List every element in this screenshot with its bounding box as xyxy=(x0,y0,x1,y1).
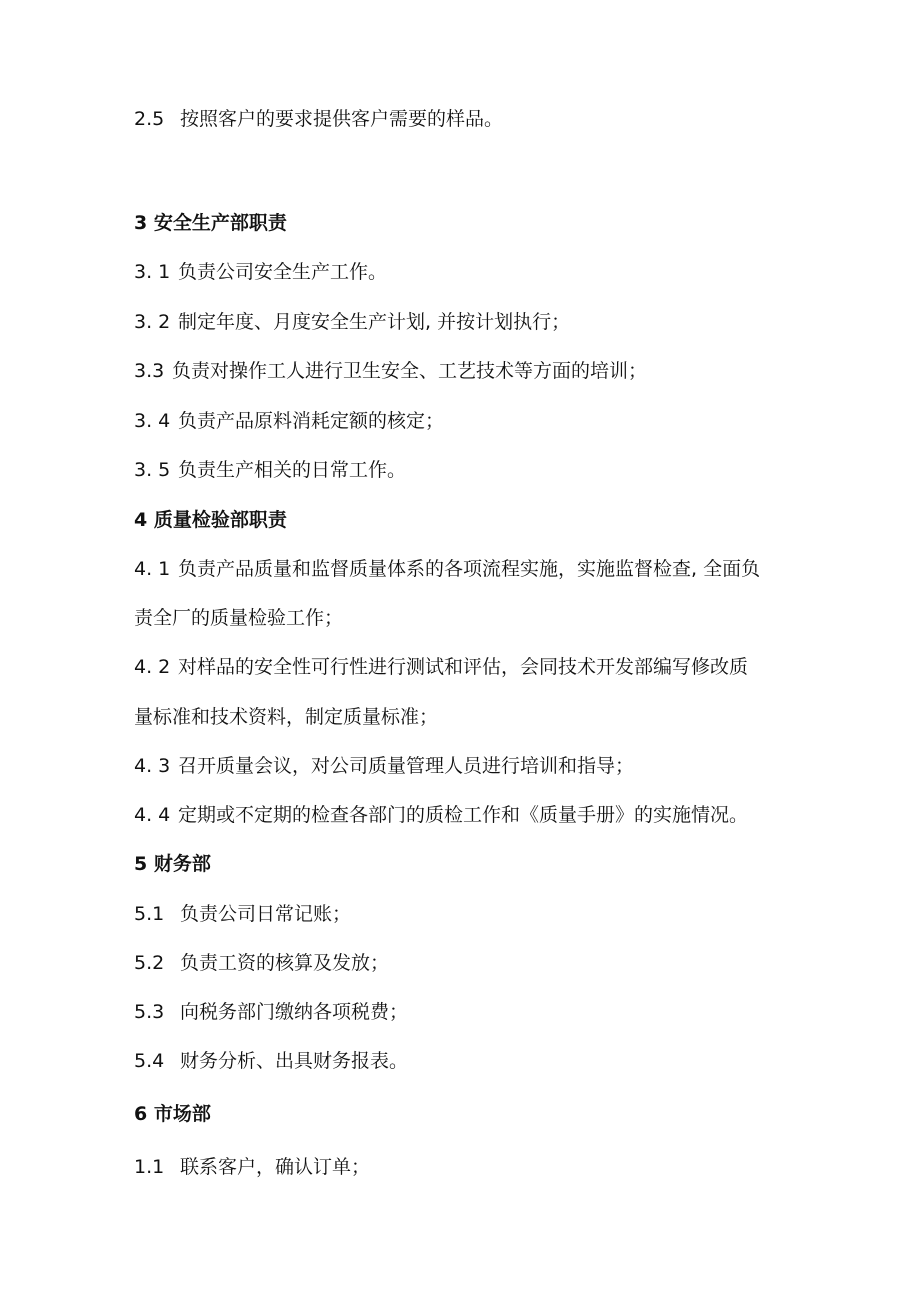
section-heading-6: 6 市场部 xyxy=(134,1103,211,1125)
item-4-3 xyxy=(134,754,634,778)
item-number: 3.3 xyxy=(134,360,165,382)
item-number: 4. 2 xyxy=(134,656,171,678)
item-number: 3. 5 xyxy=(134,459,171,481)
item-5-3 xyxy=(134,1000,408,1024)
item-3-4 xyxy=(134,409,444,433)
item-4-1 xyxy=(134,557,760,581)
item-number: 4. 3 xyxy=(134,755,171,777)
item-number: 5.4 xyxy=(134,1050,165,1072)
item-3-2 xyxy=(134,310,570,334)
item-4-1-continued: 责全厂的质量检验工作； xyxy=(134,607,344,629)
item-text: 对样品的安全性可行性进行测试和评估，会同技术开发部编写修改质 xyxy=(178,656,749,678)
item-text: 财务分析、出具财务报表。 xyxy=(180,1050,409,1072)
item-text: 负责产品质量和监督质量体系的各项流程实施，实施监督检查, 全面负 xyxy=(178,558,761,580)
item-text: 负责对操作工人进行卫生安全、工艺技术等方面的培训； xyxy=(172,360,648,382)
item-text: 向税务部门缴纳各项税费； xyxy=(180,1001,409,1023)
item-text: 召开质量会议，对公司质量管理人员进行培训和指导； xyxy=(178,755,635,777)
item-number: 3. 1 xyxy=(134,261,171,283)
item-text: 负责公司日常记账； xyxy=(180,903,352,925)
item-3-5 xyxy=(134,458,406,482)
item-number: 3. 2 xyxy=(134,311,171,333)
item-5-1 xyxy=(134,902,351,926)
item-text: 制定年度、月度安全生产计划, 并按计划执行； xyxy=(178,311,571,333)
item-number: 5.3 xyxy=(134,1001,165,1023)
section-heading-3: 3 安全生产部职责 xyxy=(134,212,287,234)
item-3-1 xyxy=(134,260,387,284)
item-number: 2.5 xyxy=(134,108,165,130)
item-text: 联系客户，确认订单； xyxy=(180,1156,371,1178)
item-4-2 xyxy=(134,655,748,679)
item-5-4 xyxy=(134,1049,408,1073)
item-text: 负责生产相关的日常工作。 xyxy=(178,459,407,481)
item-text: 定期或不定期的检查各部门的质检工作和《质量手册》的实施情况。 xyxy=(178,804,749,826)
section-heading-4: 4 质量检验部职责 xyxy=(134,509,287,531)
item-2-5 xyxy=(134,107,503,131)
item-3-3 xyxy=(134,359,647,383)
item-text: 负责公司安全生产工作。 xyxy=(178,261,388,283)
item-number: 5.1 xyxy=(134,903,165,925)
item-4-4 xyxy=(134,803,748,827)
item-4-2-continued: 量标准和技术资料，制定质量标准； xyxy=(134,706,439,728)
item-number: 1.1 xyxy=(134,1156,165,1178)
item-text: 负责产品原料消耗定额的核定； xyxy=(178,410,445,432)
item-number: 5.2 xyxy=(134,952,165,974)
item-text: 负责工资的核算及发放； xyxy=(180,952,390,974)
item-5-2 xyxy=(134,951,389,975)
item-number: 4. 1 xyxy=(134,558,171,580)
item-number: 3. 4 xyxy=(134,410,171,432)
section-heading-5: 5 财务部 xyxy=(134,853,211,875)
item-text: 按照客户的要求提供客户需要的样品。 xyxy=(180,108,504,130)
item-number: 4. 4 xyxy=(134,804,171,826)
item-1-1 xyxy=(134,1155,370,1179)
